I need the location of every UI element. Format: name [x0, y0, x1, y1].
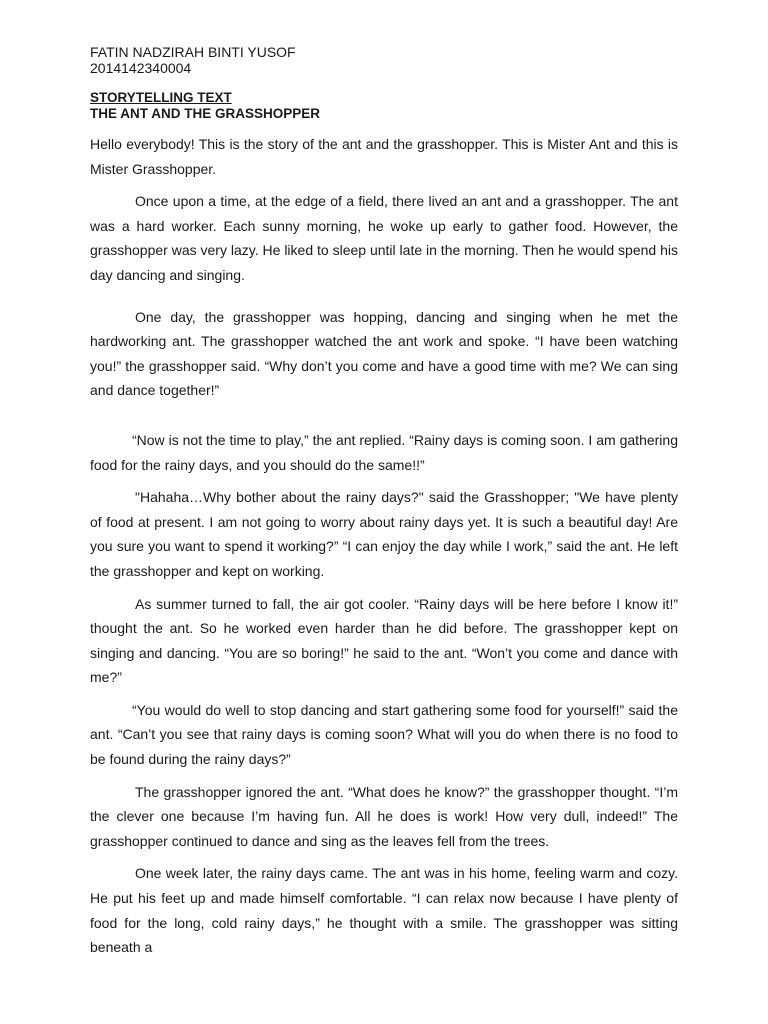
story-paragraph: “Now is not the time to play,” the ant replied. “Rainy days is coming soon. I am gathering food for the rainy days, and you should do the same!!” [90, 431, 678, 473]
student-id: 2014142340004 [90, 60, 192, 76]
author-name: FATIN NADZIRAH BINTI YUSOF [90, 44, 296, 60]
story-paragraph: One day, the grasshopper was hopping, dancing and singing when he met the hardworking ant. The grasshopper watched the ant work and spoke. “I have been watching you!” the grasshopper said. “Why don’t you come and have a good time with me? We can sing and dance together!” [90, 308, 678, 399]
story-paragraph: Once upon a time, at the edge of a field, there lived an ant and a grasshopper. The ant was a hard worker. Each sunny morning, he woke up early to gather food. However, the grasshopper was very lazy. He liked to sleep until late in the morning. Then he would spend his day dancing and singing. [90, 193, 678, 283]
intro-paragraph: Hello everybody! This is the story of the ant and the grasshopper. This is Mister Ant and this is Mister Grasshopper. [90, 136, 678, 177]
section-heading: STORYTELLING TEXT [90, 90, 232, 105]
heading-block [90, 90, 678, 122]
story-paragraph: The grasshopper ignored the ant. “What does he know?” the grasshopper thought. “I’m the clever one because I’m having fun. All he does is work! How very dull, indeed!” The grasshopper continued to dance and sing as the leaves fell from the trees. [90, 783, 678, 849]
story-title: THE ANT AND THE GRASSHOPPER [90, 106, 321, 121]
story-paragraph: “You would do well to stop dancing and start gathering some food for yourself!” said the ant. “Can’t you see that rainy days is coming soon? What will you do when there is no food to be found during the rainy days?” [90, 701, 678, 768]
story-paragraph: "Hahaha…Why bother about the rainy days?" said the Grasshopper; "We have plenty of food at present. I am not going to worry about rainy days yet. It is such a beautiful day! Are you sure you want to spend it working?” “I can enjoy the day while I work,” said the ant. He left the grasshopper and kept on working. [90, 489, 678, 579]
document-page [90, 44, 678, 960]
story-paragraph: One week later, the rainy days came. The ant was in his home, feeling warm and cozy. He put his feet up and made himself comfortable. “I can relax now because I have plenty of food for the long, cold rainy days,” he thought with a smile. The grasshopper was sitting beneath a [90, 865, 678, 956]
story-paragraph: As summer turned to fall, the air got cooler. “Rainy days will be here before I know it!” thought the ant. So he worked even harder than he did before. The grasshopper kept on singing and dancing. “You are so boring!” he said to the ant. “Won’t you come and dance with me?” [90, 595, 678, 686]
